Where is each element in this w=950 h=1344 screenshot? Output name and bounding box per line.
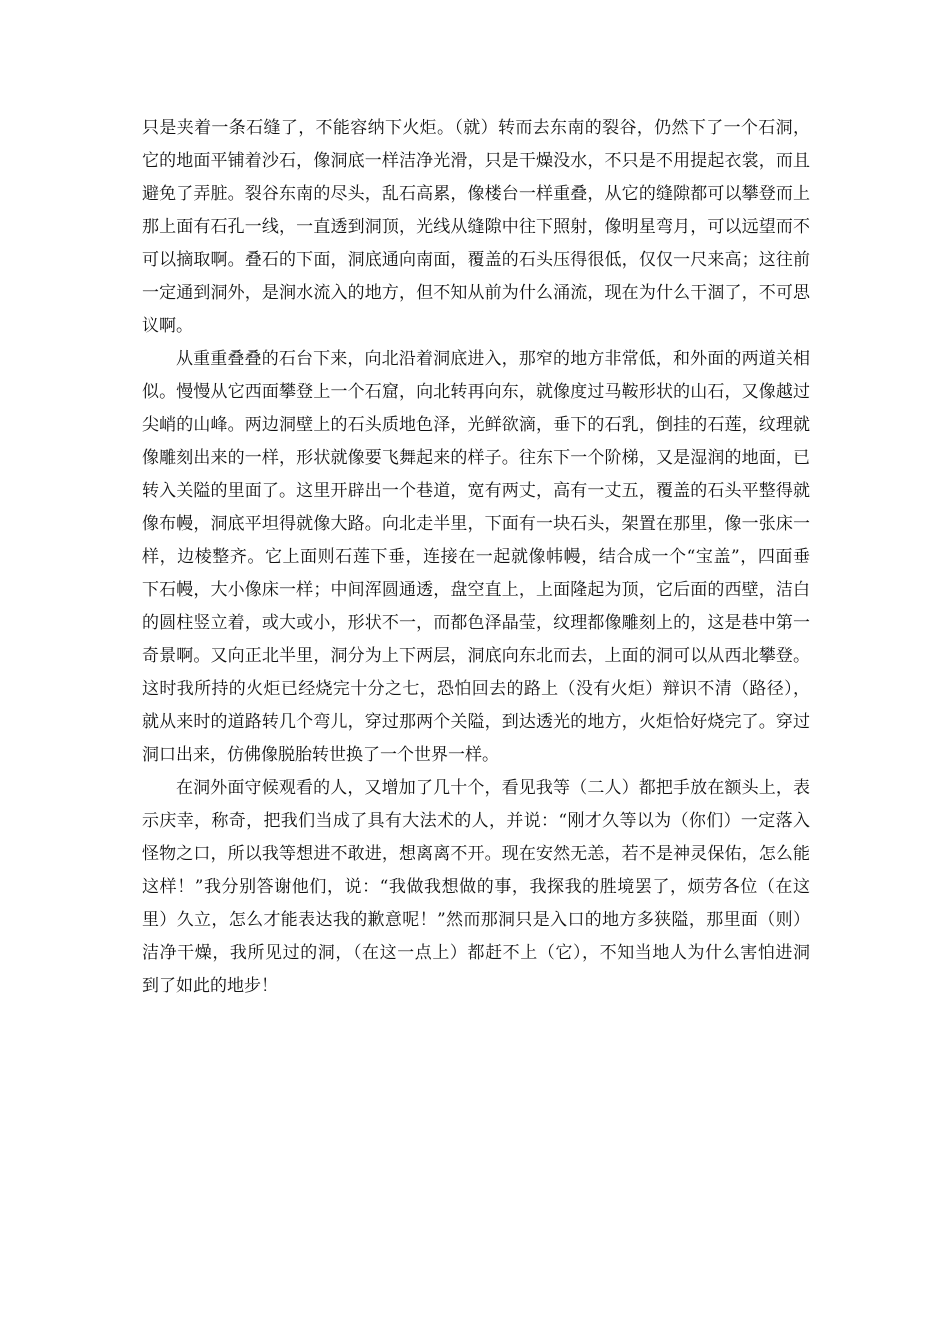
text-line: 可以摘取啊。叠石的下面，洞底通向南面，覆盖的石头压得很低，仅仅一尺来高；这往前 bbox=[142, 250, 810, 270]
text-line: 示庆幸，称奇，把我们当成了具有大法术的人，并说：“刚才久等以为（你们）一定落入 bbox=[142, 811, 810, 831]
text-line: 就从来时的道路转几个弯儿，穿过那两个关隘，到达透光的地方，火炬恰好烧完了。穿过 bbox=[142, 712, 810, 732]
text-line: 尖峭的山峰。两边洞壁上的石头质地色泽，光鲜欲滴，垂下的石乳，倒挂的石莲，纹理就 bbox=[142, 415, 810, 435]
paragraph bbox=[142, 343, 810, 772]
text-line: 样，边棱整齐。它上面则石莲下垂，连接在一起就像帏幔，结合成一个“宝盖”，四面垂 bbox=[142, 547, 810, 567]
text-line: 这样！”我分别答谢他们，说：“我做我想做的事，我探我的胜境罢了，烦劳各位（在这 bbox=[142, 877, 810, 897]
text-line: 它的地面平铺着沙石，像洞底一样洁净光滑，只是干燥没水，不只是不用提起衣裳，而且 bbox=[142, 151, 810, 171]
text-line: 议啊。 bbox=[142, 316, 193, 336]
text-line: 从重重叠叠的石台下来，向北沿着洞底进入，那窄的地方非常低，和外面的两道关相 bbox=[176, 349, 810, 369]
text-line: 到了如此的地步！ bbox=[142, 976, 278, 996]
paragraph bbox=[142, 112, 810, 343]
text-line: 洁净干燥，我所见过的洞，（在这一点上）都赶不上（它），不知当地人为什么害怕进洞 bbox=[142, 943, 810, 963]
text-line: 洞口出来，仿佛像脱胎转世换了一个世界一样。 bbox=[142, 745, 499, 765]
text-line: 怪物之口，所以我等想进不敢进，想离离不开。现在安然无恙，若不是神灵保佑，怎么能 bbox=[142, 844, 810, 864]
text-line: 像布幔，洞底平坦得就像大路。向北走半里，下面有一块石头，架置在那里，像一张床一 bbox=[142, 514, 810, 534]
text-line: 的圆柱竖立着，或大或小，形状不一，而都色泽晶莹，纹理都像雕刻上的，这是巷中第一 bbox=[142, 613, 810, 633]
text-line: 下石幔，大小像床一样；中间浑圆通透，盘空直上，上面隆起为顶，它后面的西壁，洁白 bbox=[142, 580, 810, 600]
text-line: 像雕刻出来的一样，形状就像要飞舞起来的样子。往东下一个阶梯，又是湿润的地面，已 bbox=[142, 448, 810, 468]
text-line: 似。慢慢从它西面攀登上一个石窟，向北转再向东，就像度过马鞍形状的山石，又像越过 bbox=[142, 382, 810, 402]
text-line: 转入关隘的里面了。这里开辟出一个巷道，宽有两丈，高有一丈五，覆盖的石头平整得就 bbox=[142, 481, 810, 501]
text-line: 奇景啊。又向正北半里，洞分为上下两层，洞底向东北而去，上面的洞可以从西北攀登。 bbox=[142, 646, 810, 666]
paragraph bbox=[142, 772, 810, 1003]
text-line: 那上面有石孔一线，一直透到洞顶，光线从缝隙中往下照射，像明星弯月，可以远望而不 bbox=[142, 217, 810, 237]
text-line: 只是夹着一条石缝了，不能容纳下火炬。（就）转而去东南的裂谷，仍然下了一个石洞， bbox=[142, 118, 810, 138]
text-line: 在洞外面守候观看的人，又增加了几十个，看见我等（二人）都把手放在额头上，表 bbox=[176, 778, 810, 798]
text-line: 里）久立，怎么才能表达我的歉意呢！”然而那洞只是入口的地方多狭隘，那里面（则） bbox=[142, 910, 810, 930]
text-line: 这时我所持的火炬已经烧完十分之七，恐怕回去的路上（没有火炬）辩识不清（路径）， bbox=[142, 679, 810, 699]
text-line: 避免了弄脏。裂谷东南的尽头，乱石高累，像楼台一样重叠，从它的缝隙都可以攀登而上 bbox=[142, 184, 810, 204]
document-body bbox=[142, 112, 810, 1003]
text-line: 一定通到洞外，是涧水流入的地方，但不知从前为什么涌流，现在为什么干涸了，不可思 bbox=[142, 283, 810, 303]
